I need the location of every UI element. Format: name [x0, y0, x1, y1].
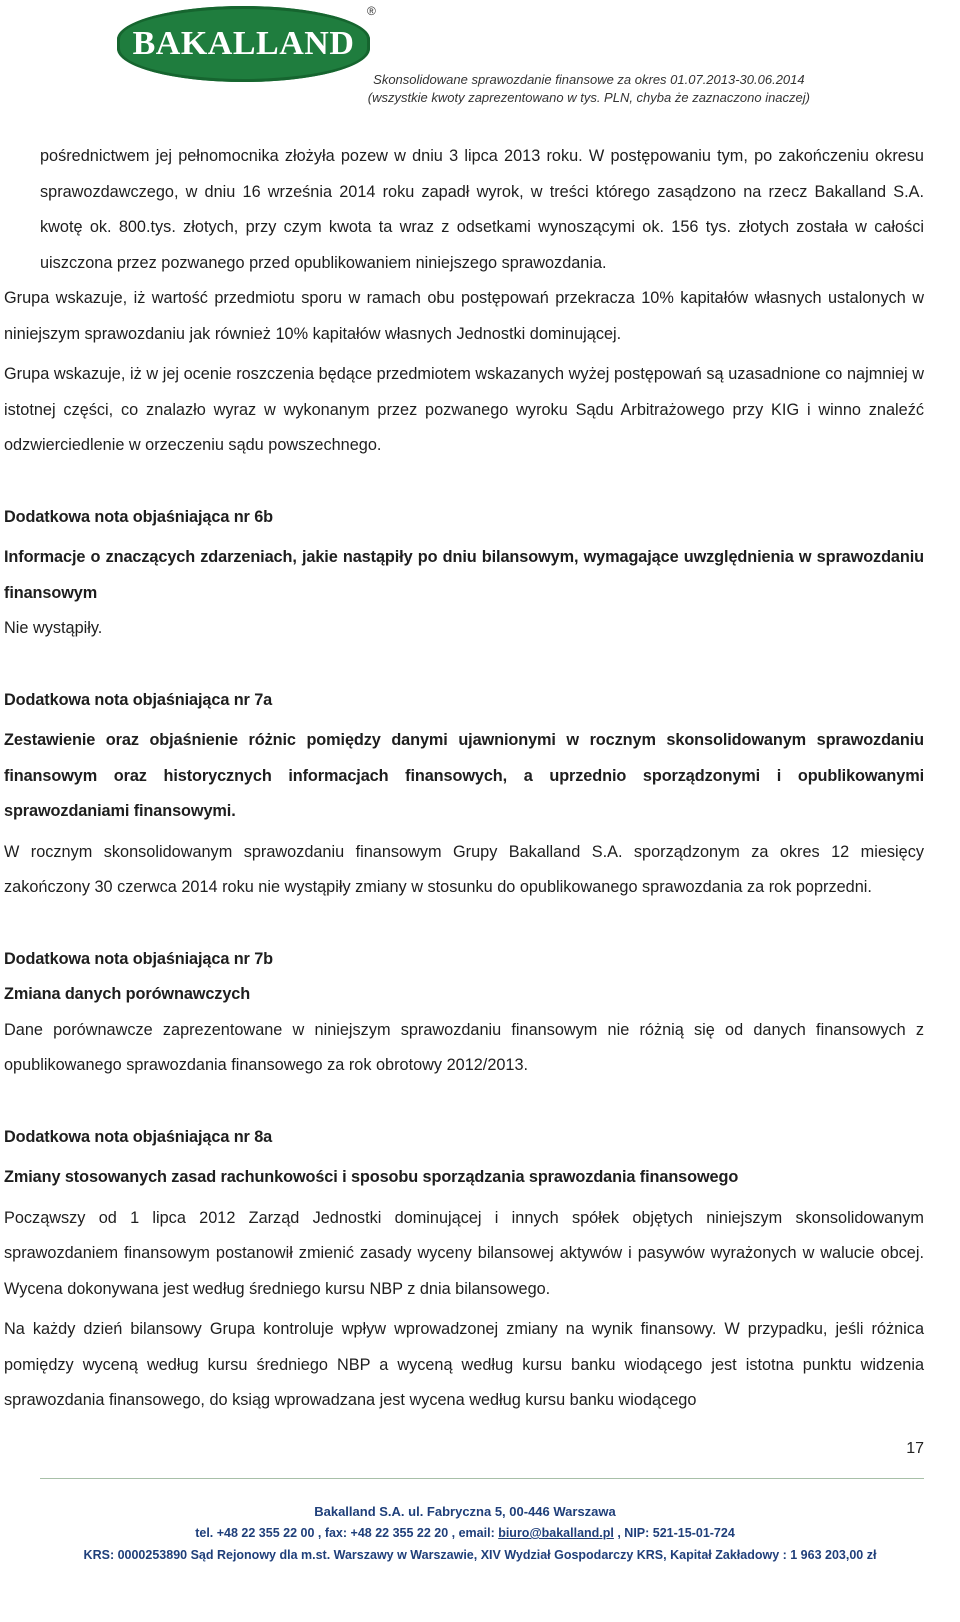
report-header — [368, 71, 810, 107]
note-8a-heading: Dodatkowa nota objaśniająca nr 8a — [4, 1127, 273, 1146]
footer-contact — [0, 1522, 960, 1544]
footer-contact-suffix: , NIP: 521-15-01-724 — [613, 1526, 735, 1540]
paragraph-lawsuit: pośrednictwem jej pełnomocnika złożyła pozew w dniu 3 lipca 2013 roku. W postępowaniu tym, po zakończeniu okresu sprawozdawczego, w dniu 16 września 2014 roku zapadł wyrok, w treści którego zasądzono na rzecz Bakalland S.A. kwotę ok. 800.tys. złotych, przy czym kwota ta wraz z odsetkami wynoszącymi ok. 156 tys. złotych została w całości uiszczona przez pozwanego przed opublikowaniem niniejszego sprawozdania. — [40, 147, 924, 272]
note-8a-title: Zmiany stosowanych zasad rachunkowości i sposobu sporządzania sprawozdania finansowego — [4, 1168, 739, 1186]
note-7b-heading: Dodatkowa nota objaśniająca nr 7b — [4, 949, 274, 968]
note-6b-heading: Dodatkowa nota objaśniająca nr 6b — [4, 507, 274, 526]
note-7a-heading: Dodatkowa nota objaśniająca nr 7a — [4, 690, 273, 709]
paragraph-dispute-value: Grupa wskazuje, iż wartość przedmiotu sporu w ramach obu postępowań przekracza 10% kapitałów własnych ustalonych w niniejszym sprawozdaniu jak również 10% kapitałów własnych Jednostki dominującej. — [4, 289, 924, 343]
logo-text: BAKALLAND — [132, 25, 355, 62]
note-6b-text: Nie wystąpiły. — [4, 619, 103, 637]
footer-email-link[interactable]: biuro@bakalland.pl — [498, 1526, 614, 1540]
footer-registry: KRS: 0000253890 Sąd Rejonowy dla m.st. Warszawy w Warszawie, XIV Wydział Gospodarczy KRS, Kapitał Zakładowy : 1 963 203,00 zł — [83, 1548, 877, 1562]
report-note: (wszystkie kwoty zaprezentowano w tys. PLN, chyba że zaznaczono inaczej) — [367, 90, 810, 105]
footer-address: Bakalland S.A. ul. Fabryczna 5, 00-446 Warszawa — [314, 1504, 616, 1519]
note-8a-text-impact: Na każdy dzień bilansowy Grupa kontroluje wpływ wprowadzonej zmiany na wynik finansowy. W przypadku, jeśli różnica pomiędzy wyceną według kursu średniego NBP a wyceną według kursu banku wiodącego jest istotna punktu widzenia sprawozdania finansowego, do ksiąg wprowadzana jest wycena według kursu banku wiodącego — [4, 1320, 924, 1409]
report-title: Skonsolidowane sprawozdanie finansowe za okres 01.07.2013-30.06.2014 — [373, 72, 805, 87]
note-6b-title: Informacje o znaczących zdarzeniach, jakie nastąpiły po dniu bilansowym, wymagające uwzględnienia w sprawozdaniu finansowym — [4, 548, 924, 602]
footer-contact-prefix: tel. +48 22 355 22 00 , fax: +48 22 355 22 20 , email: — [195, 1526, 499, 1540]
document-body — [4, 139, 924, 1419]
registered-trademark: ® — [367, 4, 376, 18]
page-number: 17 — [906, 1440, 924, 1457]
note-8a-text-valuation: Począwszy od 1 lipca 2012 Zarząd Jednostki dominującej i innych spółek objętych niniejszym skonsolidowanym sprawozdaniem finansowym postanowił zmienić zasady wyceny bilansowej aktywów i pasywów wyrażonych w walucie obcej. Wycena dokonywana jest według średniego kursu NBP z dnia bilansowego. — [4, 1208, 924, 1298]
footer-divider — [40, 1478, 924, 1479]
note-7a-text: W rocznym skonsolidowanym sprawozdaniu finansowym Grupy Bakalland S.A. sporządzonym za okres 12 miesięcy zakończony 30 czerwca 2014 roku nie wystąpiły zmiany w stosunku do opublikowanego sprawozdania za rok poprzedni. — [4, 842, 924, 896]
bakalland-logo — [117, 6, 370, 82]
footer — [0, 1502, 960, 1566]
note-7b-title: Zmiana danych porównawczych — [4, 985, 251, 1003]
note-7a-title: Zestawienie oraz objaśnienie różnic pomiędzy danymi ujawnionymi w rocznym skonsolidowanym sprawozdaniu finansowym oraz historycznych informacjach finansowych, a uprzednio sporządzonymi i opublikowanymi sprawozdaniami finansowymi. — [4, 731, 924, 820]
note-7b-text: Dane porównawcze zaprezentowane w niniejszym sprawozdaniu finansowym nie różnią się od danych finansowych z opublikowanego sprawozdania finansowego za rok obrotowy 2012/2013. — [4, 1020, 924, 1074]
paragraph-claims-assessment: Grupa wskazuje, iż w jej ocenie roszczenia będące przedmiotem wskazanych wyżej postępowań są uzasadnione co najmniej w istotnej części, co znalazło wyraz w wykonanym przez pozwanego wyroku Sądu Arbitrażowego przy KIG i winno znaleźć odzwierciedlenie w orzeczeniu sądu powszechnego. — [4, 365, 924, 454]
